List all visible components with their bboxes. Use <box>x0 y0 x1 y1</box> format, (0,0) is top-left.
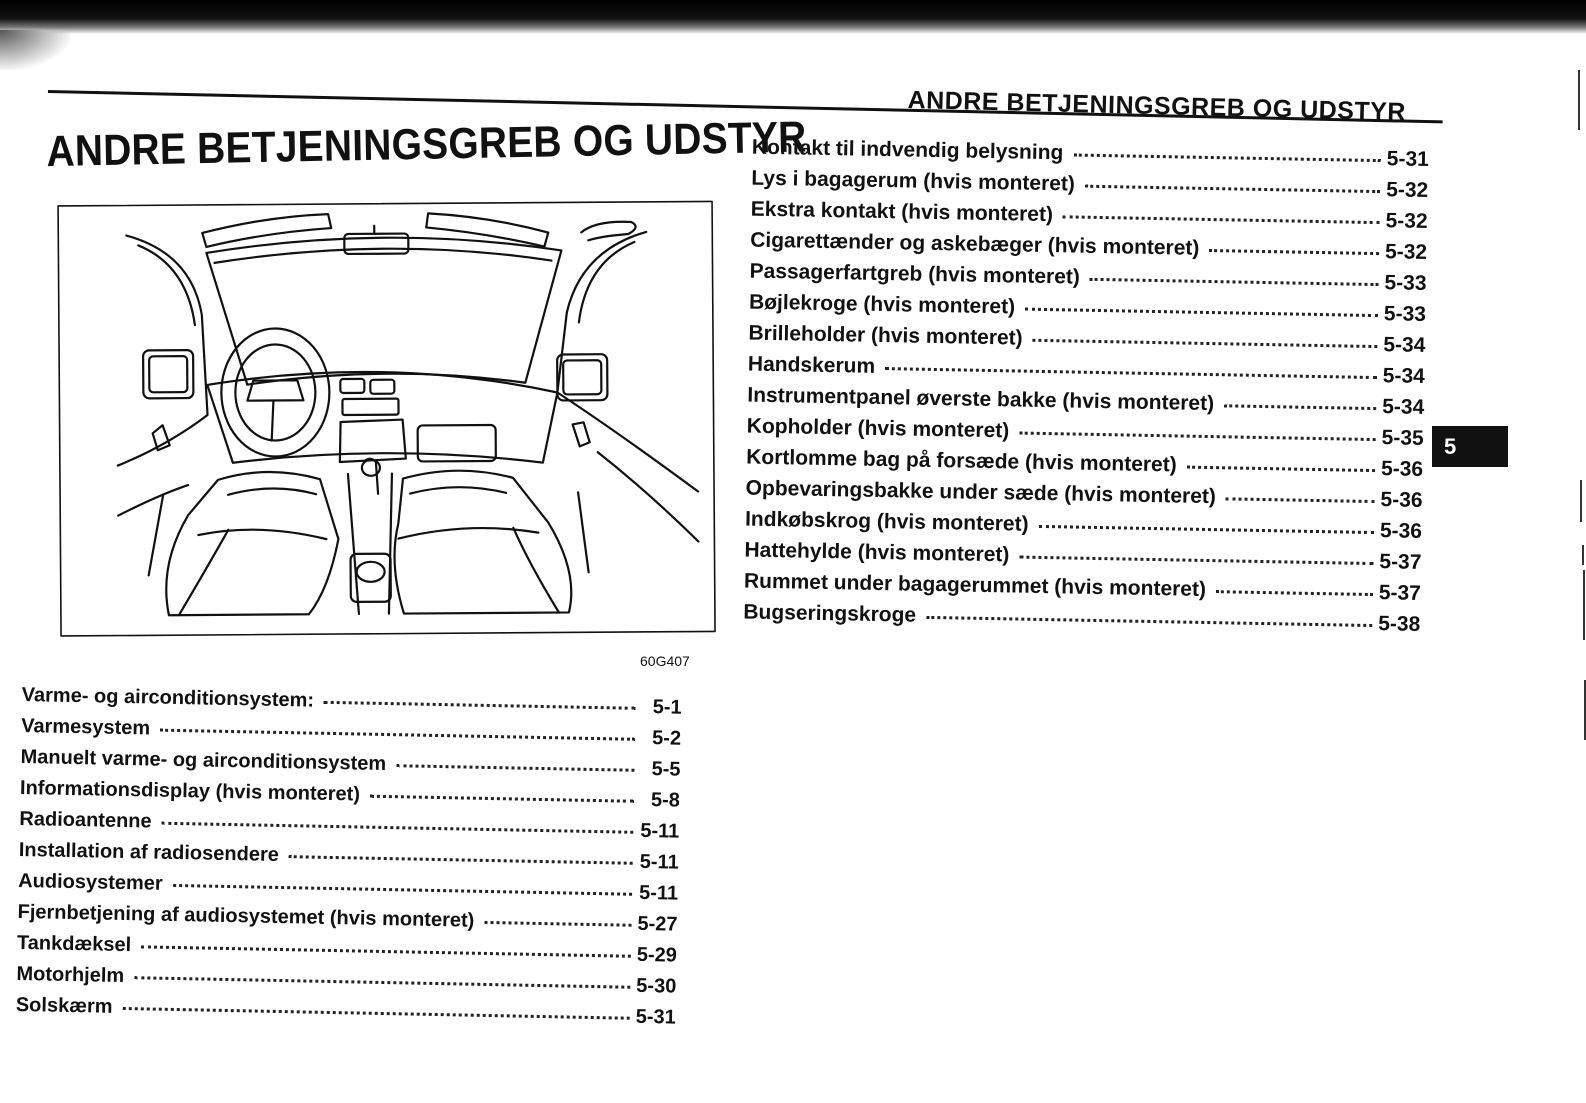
toc-entry-label: Kortlomme bag på forsæde (hvis monteret) <box>746 445 1177 477</box>
page-title: ANDRE BETJENINGSGREB OG UDSTYR <box>46 113 807 177</box>
contents-list-right <box>743 136 1429 644</box>
toc-entry-label: Bøjlekroge (hvis monteret) <box>748 290 1016 319</box>
dot-leader <box>289 855 633 865</box>
dot-leader <box>324 701 636 710</box>
toc-entry-label: Solskærm <box>15 993 113 1018</box>
toc-entry-page: 5-36 <box>1380 457 1424 481</box>
toc-entry-label: Lys i bagagerum (hvis monteret) <box>751 166 1076 196</box>
dot-leader <box>141 945 631 957</box>
toc-entry-label: Handskerum <box>747 352 876 378</box>
toc-entry-label: Varmesystem <box>20 714 151 740</box>
figure-label: 60G407 <box>640 653 690 669</box>
dot-leader <box>162 822 634 834</box>
dot-leader <box>173 884 632 896</box>
toc-entry-label: Opbevaringsbakke under sæde (hvis monteret) <box>745 476 1217 509</box>
toc-entry-page: 5-31 <box>1386 147 1429 171</box>
toc-entry-label: Cigarettænder og askebæger (hvis monteret) <box>749 228 1200 260</box>
toc-entry-label: Indkøbskrog (hvis monteret) <box>744 507 1029 536</box>
toc-entry-label: Bugseringskroge <box>743 600 917 627</box>
toc-entry-label: Manuelt varme- og airconditionsystem <box>20 745 387 776</box>
dot-leader <box>1216 590 1373 596</box>
toc-entry-page: 5-35 <box>1381 426 1424 450</box>
dot-leader <box>122 1007 629 1020</box>
toc-entry-label: Brilleholder (hvis monteret) <box>748 321 1023 350</box>
toc-entry-label: Hattehylde (hvis monteret) <box>744 538 1010 567</box>
running-head: ANDRE BETJENINGSGREB OG UDSTYR <box>907 86 1407 127</box>
dot-leader <box>160 729 635 741</box>
dot-leader <box>1209 249 1379 255</box>
toc-entry-label: Radioantenne <box>19 807 152 833</box>
toc-entry-page: 5-29 <box>636 943 678 967</box>
dot-leader <box>484 921 631 927</box>
toc-entry-label: Varme- og airconditionsystem: <box>21 684 315 712</box>
toc-entry-page: 5-37 <box>1379 550 1422 574</box>
toc-entry-label: Installation af radiosendere <box>18 838 280 866</box>
contents-list-left <box>15 684 681 1038</box>
dot-leader <box>885 367 1377 379</box>
toc-entry-page: 5-5 <box>651 758 681 781</box>
toc-entry-label: Kontakt til indvendig belysning <box>751 135 1064 165</box>
dot-leader <box>1224 404 1376 410</box>
toc-entry-label: Rummet under bagagerummet (hvis monteret) <box>743 569 1207 601</box>
toc-entry-page: 5-11 <box>639 850 679 874</box>
dot-leader <box>1033 339 1378 348</box>
toc-entry-label: Instrumentpanel øverste bakke (hvis monteret) <box>747 383 1215 416</box>
toc-entry-label: Fjernbetjening af audiosystemet (hvis monteret) <box>17 900 475 932</box>
toc-entry-page: 5-32 <box>1384 240 1428 264</box>
toc-entry-page: 5-33 <box>1383 302 1427 326</box>
dot-leader <box>1226 497 1375 503</box>
toc-entry-label: Passagerfartgreb (hvis monteret) <box>749 259 1081 289</box>
toc-entry-page: 5-38 <box>1378 612 1421 636</box>
toc-entry-page: 5-31 <box>635 1005 676 1029</box>
dot-leader <box>1019 432 1375 442</box>
dot-leader <box>396 764 634 772</box>
scan-shadow-top <box>0 0 1586 34</box>
toc-entry-page: 5-8 <box>650 789 681 812</box>
dot-leader <box>1187 466 1375 472</box>
toc-entry-page: 5-32 <box>1385 209 1428 233</box>
toc-entry-page: 5-36 <box>1380 488 1423 512</box>
dot-leader <box>1063 215 1380 224</box>
page-edge-marks <box>1556 40 1586 740</box>
dot-leader <box>926 616 1372 627</box>
dot-leader <box>1039 525 1374 534</box>
dot-leader <box>1019 556 1373 565</box>
toc-entry-page: 5-37 <box>1378 581 1422 605</box>
toc-entry-page: 5-33 <box>1384 271 1427 295</box>
chapter-tab[interactable]: 5 <box>1432 426 1508 467</box>
toc-entry-page: 5-32 <box>1385 178 1429 202</box>
dot-leader <box>1025 308 1378 317</box>
dot-leader <box>1090 278 1379 286</box>
toc-entry-label: Ekstra kontakt (hvis monteret) <box>750 197 1054 227</box>
scan-shadow-corner <box>0 30 70 70</box>
dot-leader <box>134 976 630 989</box>
toc-entry-page: 5-34 <box>1382 395 1425 419</box>
toc-entry-label: Kopholder (hvis monteret) <box>746 414 1010 443</box>
toc-entry-label: Tankdæksel <box>16 931 132 957</box>
toc-entry-page: 5-36 <box>1379 519 1423 543</box>
toc-entry-label: Informationsdisplay (hvis monteret) <box>19 776 361 806</box>
toc-entry-page: 5-11 <box>638 881 679 905</box>
toc-entry-page: 5-34 <box>1383 333 1426 357</box>
toc-entry-page: 5-11 <box>640 819 680 843</box>
toc-entry-page: 5-34 <box>1382 364 1426 388</box>
toc-entry-page: 5-27 <box>637 912 678 936</box>
toc-entry-page: 5-30 <box>636 974 677 998</box>
toc-entry-page: 5-2 <box>651 727 682 750</box>
dot-leader <box>1085 185 1380 193</box>
car-interior-illustration <box>56 191 719 648</box>
toc-entry-label: Motorhjelm <box>16 962 125 988</box>
dot-leader <box>370 795 634 803</box>
dot-leader <box>1073 153 1380 162</box>
toc-entry-label: Audiosystemer <box>18 869 163 895</box>
toc-entry-page: 5-1 <box>652 696 682 719</box>
